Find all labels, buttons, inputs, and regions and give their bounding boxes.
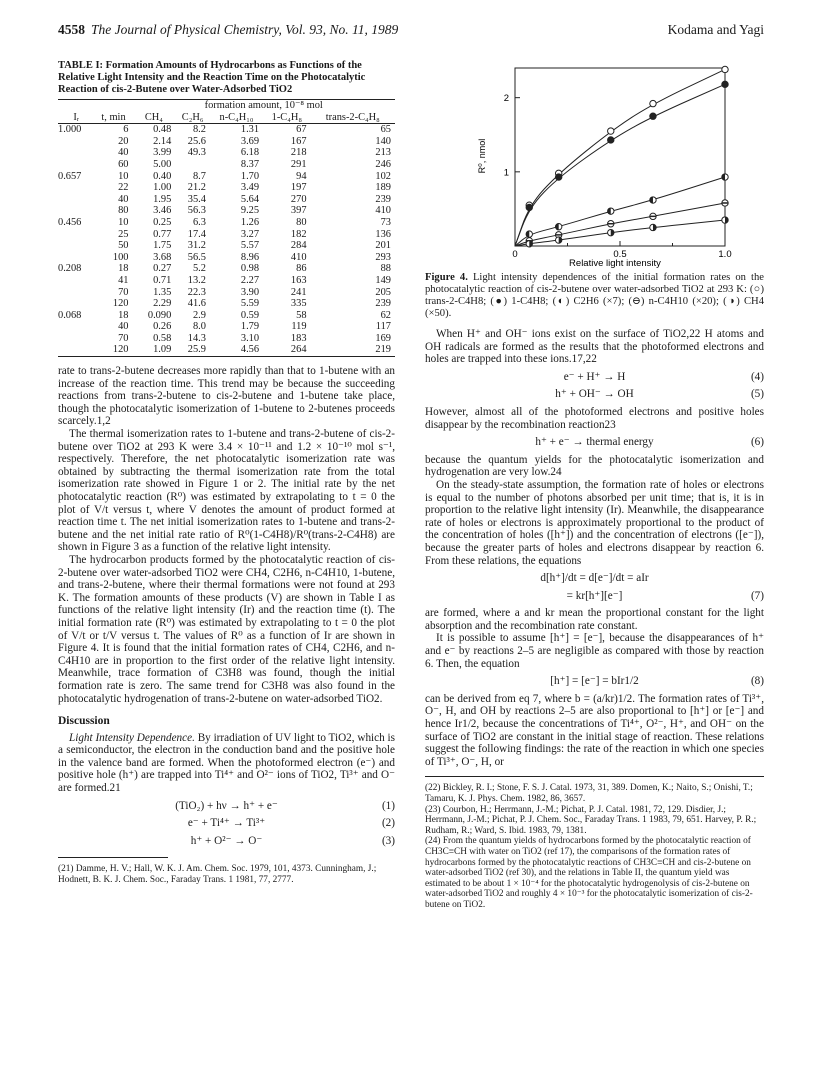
table-cell: 10: [118, 170, 129, 182]
table-cell: 0.71: [153, 274, 172, 286]
table-row: [58, 310, 395, 322]
table-cell-intensity: 0.456: [58, 216, 82, 228]
table-cell: 1.09: [153, 344, 172, 356]
table-cell: 5.00: [153, 158, 172, 170]
table-cell: 10: [118, 216, 129, 228]
x-axis-label: Relative light intensity: [569, 258, 661, 268]
table-column-header: CH₄: [144, 111, 163, 123]
data-point: [650, 100, 656, 106]
y-tick-label: 2: [503, 93, 509, 105]
table-cell: 22: [118, 182, 129, 194]
equation-6: [425, 436, 764, 449]
table-cell: 2.29: [153, 298, 172, 310]
table-cell: 3.68: [153, 251, 172, 263]
table-cell: 5.57: [240, 240, 260, 252]
table-cell-intensity: [58, 205, 95, 217]
table-cell: 41: [118, 274, 129, 286]
right-column: [425, 60, 764, 911]
equation-3: [58, 835, 395, 848]
table-row: [58, 333, 395, 345]
table-column-header: trans-2-C₄H₈: [325, 111, 380, 123]
footnote-rule-right: [425, 776, 764, 777]
header-authors: Kodama and Yagi: [667, 22, 764, 37]
data-point: [555, 174, 561, 180]
footnote-23: (23) Courbon, H.; Herrmann, J.-M.; Pichat, P. J. Catal. 1981, 72, 129. Disdier, J.; Herrmann, J.-M.; Pichat, P. J. Chem. Soc., Faraday Trans. 1 1983, 79, 651. Harvey, P. R.; Rudham, R.; Ward, S. Ibid. 1983, 79, 1381.: [425, 804, 757, 836]
table-row: [58, 136, 395, 148]
table-cell: 0.27: [153, 263, 172, 275]
left-column: [58, 60, 395, 886]
table-row: [58, 344, 395, 356]
table-cell: 197: [290, 182, 307, 194]
table-column-header: 1-C₄H₈: [271, 111, 302, 123]
equation-7b: [425, 590, 764, 603]
table-cell: 25: [118, 228, 129, 240]
table-cell-intensity: [58, 287, 95, 299]
table-cell: 73: [380, 216, 391, 228]
table-row: [58, 171, 395, 183]
table-cell: 6: [123, 124, 129, 136]
table-cell: 18: [118, 309, 129, 321]
plot-frame: [515, 68, 725, 246]
table-cell: 0.26: [153, 321, 172, 333]
table-cell-intensity: [58, 240, 95, 252]
equation-4-text: e⁻ + H⁺ → H: [563, 370, 626, 383]
footnote-24: (24) From the quantum yields of hydrocarbons formed by the photocatalytic reaction of CH3C≡CH with water on TiO2 (ref 17), the comparisons of the formation rates of hydrocarbons formed by the photocatalytic reactions of CH3C≡CH and cis-2-butene on water-adsorbed TiO2 (ref 30), and the relations in Table II, the quantum yield was estimated to be about 1 × 10⁻⁴ for the photocatalytic hydrogenolysis of cis-2-butene on water-adsorbed TiO2 and roughly 4 × 10⁻³ for the photocatalytic isomerization of cis-2-butene on TiO2.: [425, 836, 753, 910]
table-cell-intensity: 0.068: [58, 309, 82, 321]
table-cell-intensity: [58, 275, 95, 287]
equation-1-text: (TiO₂) + hν → h⁺ + e⁻: [175, 799, 278, 812]
table-cell: 397: [290, 205, 307, 217]
data-point: [608, 128, 614, 134]
running-header: [58, 22, 764, 42]
table-cell: 1.79: [240, 321, 260, 333]
table-cell: 40: [118, 321, 129, 333]
y-axis-label: R⁰, nmol: [477, 138, 487, 174]
table-cell-intensity: [58, 298, 95, 310]
table-cell: 1.75: [153, 240, 172, 252]
table-cell: 0.58: [153, 332, 172, 344]
figure-caption: [425, 272, 764, 320]
table-cell: 183: [290, 332, 307, 344]
table-column-header: Iᵣ: [73, 111, 80, 123]
table-cell: 88: [380, 263, 391, 275]
section-heading: Discussion: [58, 715, 110, 728]
table-cell: 410: [290, 251, 307, 263]
table-row: [58, 217, 395, 229]
table-cell: 56.5: [187, 251, 206, 263]
footnote-22: (22) Bickley, R. I.; Stone, F. S. J. Catal. 1973, 31, 389. Domen, K.; Naito, S.; Onishi, T.; Tamaru, K. J. Phys. Chem. 1982, 86, 3657.: [425, 783, 753, 804]
table-row: [58, 298, 395, 310]
table-cell: 335: [290, 298, 307, 310]
left-paragraph-2: The thermal isomerization rates to 1-butene and trans-2-butene of cis-2-butene over TiO2 at 293 K were 3.4 × 10⁻¹¹ and 1.2 × 10⁻¹⁰ mol s⁻¹, respectively. Therefore, the net photocatalytic isomerization rate was obtained by subtracting the thermal isomerization rate from the total isomerization rate showed in Figure 1 or 2. The initial rate by the net photocatalytic reaction (R⁰) was estimated by extrapolating to t = 0 the plot of V/t versus t, where V denotes the amount of product formed at reaction time t. The net initial isomerization rates to 1-butene and trans-2-butene and the net initial rate ratio of R⁰(1-C4H8)/R⁰(trans-2-C4H8) are shown in Figure 3 as a function of the relative light intensity.: [58, 428, 395, 554]
table-group-header: formation amount, 10⁻⁸ mol: [204, 100, 323, 111]
table-row: [58, 194, 395, 206]
table-cell: 80: [118, 205, 129, 217]
table-cell: 20: [118, 135, 129, 147]
table-cell: 239: [375, 193, 391, 205]
table-cell: 3.27: [240, 228, 260, 240]
table-cell: 35.4: [187, 193, 206, 205]
table-cell: 8.37: [240, 158, 260, 170]
x-tick-label: 0.5: [613, 249, 627, 260]
table-cell: 6.18: [240, 147, 260, 159]
table-cell: 0.090: [147, 309, 172, 321]
table-cell: 0.40: [153, 170, 172, 182]
table-cell: 70: [118, 286, 129, 298]
x-tick-label: 0: [512, 249, 518, 260]
table-cell: 3.49: [240, 182, 260, 194]
table-cell: 40: [118, 147, 129, 159]
table-cell: 205: [375, 286, 391, 298]
table-row: [58, 321, 395, 333]
table-cell: 201: [375, 240, 391, 252]
table-row: [58, 287, 395, 299]
right-paragraph-7: can be derived from eq 7, where b = (a/kr)1/2. The formation rates of Ti³⁺, O⁻, H, and OH by reactions 2–5 are also proportional to [h⁺] or [e⁻] and hence Ir1/2, because the concentrations of Ti⁴⁺, O²⁻, H⁺, and OH⁻ on the surface of TiO2 are constant in the initial stage of reaction. These relations suggest the following findings: the rate of the reaction in which one species of Ti³⁺, O⁻, H, or: [425, 692, 764, 768]
equation-8-number: (8): [750, 675, 764, 688]
table-cell: 62: [380, 309, 391, 321]
table-cell: 8.7: [192, 170, 206, 182]
table-cell: 80: [296, 216, 307, 228]
table-row: [58, 240, 395, 252]
table-cell: 56.3: [187, 205, 206, 217]
table-cell: 100: [112, 251, 129, 263]
figure-caption-text: Light intensity dependences of the initial formation rates on the photocatalytic reaction of cis-2-butene over water-adsorbed TiO2 at 293 K: (○) trans-2-C4H8; (●) 1-C4H8; (◐) C2H6 (×7); (⊖) n-C4H10 (×20); (◑) CH4 (×50).: [425, 272, 764, 319]
table-cell: 50: [118, 240, 129, 252]
table-cell: 25.6: [187, 135, 206, 147]
equation-2-number: (2): [381, 817, 395, 830]
table-cell: 0.77: [153, 228, 172, 240]
table-cell: 9.25: [240, 205, 260, 217]
table-cell-intensity: [58, 229, 95, 241]
table-cell: 18: [118, 263, 129, 275]
table-cell: 8.2: [192, 124, 206, 136]
data-point: [722, 81, 728, 87]
table-cell: 1.00: [153, 182, 172, 194]
table-cell: 219: [375, 344, 391, 356]
table-cell: 149: [375, 274, 391, 286]
table-cell-intensity: [58, 344, 95, 356]
table-cell: 120: [112, 298, 129, 310]
table-row: [58, 229, 395, 241]
footnote-rule: [58, 857, 168, 858]
table-cell: 21.2: [187, 182, 206, 194]
table-caption: TABLE I: Formation Amounts of Hydrocarbons as Functions of the Relative Light Intensity and the Reaction Time on the Photocatalytic Reaction of cis-2-Butene over Water-Adsorbed TiO2: [58, 60, 366, 95]
equation-2-text: e⁻ + Ti⁴⁺ → Ti³⁺: [187, 817, 266, 830]
table-row: [58, 263, 395, 275]
table-row: [58, 252, 395, 264]
table-cell: 119: [291, 321, 307, 333]
table-cell: 2.27: [240, 274, 260, 286]
equation-7-number: (7): [750, 589, 764, 602]
table-cell: 2.14: [153, 135, 172, 147]
right-paragraph-1: When H⁺ and OH⁻ ions exist on the surface of TiO2,22 H atoms and OH radicals are formed as the results that the photoformed electrons and holes are trapped into these ions.17,22: [425, 328, 764, 366]
table-cell: 6.3: [192, 216, 206, 228]
table-cell-intensity: [58, 136, 95, 148]
y-tick-label: 1: [503, 167, 509, 179]
table-cell: 117: [375, 321, 391, 333]
table-column-header: C₂H₆: [181, 111, 204, 123]
table-cell: 102: [375, 170, 391, 182]
table-cell: 167: [290, 135, 307, 147]
table-cell-intensity: 0.657: [58, 170, 82, 182]
table-cell: 3.90: [240, 286, 260, 298]
right-paragraph-6: It is possible to assume [h⁺] = [e⁻], because the disappearances of h⁺ and e⁻ by reactions 2–5 are negligible as compared with those by reaction 6. Then, the equation: [425, 632, 764, 670]
data-point: [608, 137, 614, 143]
table-cell: 218: [290, 147, 307, 159]
data-table: [58, 99, 395, 357]
table-cell: 189: [375, 182, 391, 194]
table-cell: 4.56: [240, 344, 260, 356]
table-cell: 239: [375, 298, 391, 310]
table-cell: 213: [375, 147, 391, 159]
equation-3-text: h⁺ + O²⁻ → O⁻: [190, 834, 263, 847]
table-cell: 0.98: [240, 263, 260, 275]
table-row: [58, 147, 395, 159]
equation-4: [425, 371, 764, 384]
table-cell: 3.10: [240, 332, 260, 344]
table-cell-intensity: [58, 194, 95, 206]
data-point: [526, 204, 532, 210]
table-cell-intensity: 0.208: [58, 263, 82, 275]
table-cell-intensity: [58, 333, 95, 345]
page-number: 4558: [58, 22, 85, 37]
series-line: [515, 203, 725, 246]
table-cell: 8.0: [192, 321, 206, 333]
figure-caption-lead: Figure 4.: [425, 272, 468, 283]
table-cell: 0.59: [240, 309, 260, 321]
table-cell: 270: [290, 193, 307, 205]
series-line: [515, 177, 725, 246]
equation-7a-text: d[h⁺]/dt = d[e⁻]/dt = aIr: [540, 572, 649, 585]
table-cell: 17.4: [187, 228, 206, 240]
table-cell: 31.2: [187, 240, 206, 252]
equation-8: [425, 675, 764, 688]
equation-4-number: (4): [750, 370, 764, 383]
table-column-header: n-C₄H₁₀: [219, 111, 254, 123]
table-row: [58, 205, 395, 217]
equation-5: [425, 388, 764, 401]
right-paragraph-3: because the quantum yields for the photocatalytic isomerization and hydrogenation are very low.24: [425, 453, 764, 479]
table-cell: 14.3: [187, 332, 206, 344]
table-cell-intensity: 1.000: [58, 124, 82, 136]
equation-5-number: (5): [750, 388, 764, 401]
right-paragraph-4: On the steady-state assumption, the formation rate of holes or electrons is equal to the number of photons absorbed per unit time; that is, it is in proportion to the relative light intensity (Ir). Meanwhile, the disappearance rate of holes or electrons is approximately proportional to the product of the concentration of holes ([h⁺]) and the concentration of electrons ([e⁻]), because the greater parts of holes and electrons disappear by reaction 6. From these relations, the equations: [425, 478, 764, 567]
journal-title: The Journal of Physical Chemistry, Vol. 93, No. 11, 1989: [91, 22, 399, 37]
table-cell: 169: [375, 332, 391, 344]
table-cell: 3.46: [153, 205, 172, 217]
equation-5-text: h⁺ + OH⁻ → OH: [555, 388, 634, 401]
equation-1: [58, 800, 395, 813]
subsection-lead: Light Intensity Dependence.: [69, 731, 195, 744]
table-cell-intensity: [58, 321, 95, 333]
data-point: [650, 113, 656, 119]
table-cell: 1.26: [240, 216, 260, 228]
table-cell: 5.64: [240, 193, 260, 205]
table-cell: 163: [290, 274, 307, 286]
table-cell: 41.6: [187, 298, 206, 310]
x-tick-label: 1.0: [718, 249, 732, 260]
table-cell: 70: [118, 332, 129, 344]
table-cell: 284: [290, 240, 307, 252]
left-paragraph-1: rate to trans-2-butene decreases more rapidly than that to 1-butene with an increase of the reaction time. This trend may be because the succeeding reactions from trans-2-butene to cis-2-butene and 1-butene take place, though the photocatalytic isomerization of 1-butene to 2-butenes proceeds scarcely.1,2: [58, 365, 395, 428]
equation-2: [58, 817, 395, 830]
equation-7b-text: = kr[h⁺][e⁻]: [566, 589, 623, 602]
table-cell: 5.2: [192, 263, 206, 275]
footnote-21: (21) Damme, H. V.; Hall, W. K. J. Am. Chem. Soc. 1979, 101, 4373. Cunningham, J.; Hodnett, B. K. J. Chem. Soc., Faraday Trans. 1 1981, 77, 2777.: [58, 864, 377, 886]
series-line: [515, 69, 725, 246]
table-row: [58, 159, 395, 171]
table-cell: 3.99: [153, 147, 172, 159]
table-cell: 241: [290, 286, 307, 298]
table-cell-intensity: [58, 147, 95, 159]
table-cell: 410: [375, 205, 391, 217]
table-cell: 58: [296, 309, 307, 321]
right-paragraph-5: are formed, where a and kr mean the proportional constant for the light absorption and the recombination rate constant.: [425, 607, 764, 632]
figure-4: [425, 60, 764, 268]
table-cell: 246: [375, 158, 391, 170]
table-cell: 120: [112, 344, 129, 356]
table-column-header: t, min: [101, 111, 126, 123]
left-paragraph-3: The hydrocarbon products formed by the photocatalytic reaction of cis-2-butene over water-adsorbed TiO2 were CH4, C2H6, n-C4H10, 1-butene, and trans-2-butene, where their thermal formations were not found at 293 K. The formation amounts of these products (V) are shown in Table I as functions of the relative light intensity (Ir) and the reaction time (t). The initial formation rate (R⁰) was estimated by extrapolating to t = 0 the plot of V/t or t/V versus t. The values of R⁰ as a function of Ir are shown in Figure 4. It is found that the initial formation rates of CH4, C2H6, and n-C4H10 are in proportion to the first order of the relative light intensity. Meanwhile, trace formation of C3H8 was found, though the initial formation rate is zero. The same trend for C3H8 was also found in the photocatalytic hydrogenation of trans-2-butene on water-adsorbed TiO2.: [58, 553, 395, 705]
table-cell: 264: [290, 344, 307, 356]
equation-1-number: (1): [381, 799, 395, 812]
table-cell: 1.31: [240, 124, 260, 136]
table-cell: 94: [296, 170, 307, 182]
table-cell: 65: [380, 124, 391, 136]
table-cell: 5.59: [240, 298, 260, 310]
table-cell: 291: [290, 158, 307, 170]
table-cell: 49.3: [187, 147, 206, 159]
table-cell: [175, 159, 210, 171]
equation-7a: [425, 572, 764, 585]
table-cell: 2.9: [192, 309, 206, 321]
table-cell: 3.69: [240, 135, 260, 147]
table-cell: 40: [118, 193, 129, 205]
data-point: [722, 66, 728, 72]
table-cell: 0.25: [153, 216, 172, 228]
table-cell: 1.35: [153, 286, 172, 298]
right-paragraph-2: However, almost all of the photoformed electrons and positive holes disappear by the recombination reaction23: [425, 405, 764, 431]
header-left: [58, 22, 398, 38]
left-paragraph-4: [58, 732, 395, 795]
table-cell: 293: [375, 251, 391, 263]
equation-6-number: (6): [750, 436, 764, 449]
table-cell: 60: [118, 158, 129, 170]
table-cell-intensity: [58, 252, 95, 264]
table-cell: 0.48: [153, 124, 172, 136]
table-cell: 13.2: [187, 274, 206, 286]
table-cell: 86: [296, 263, 307, 275]
table-cell: 25.9: [187, 344, 206, 356]
table-cell: 67: [296, 124, 307, 136]
table-header-row: [58, 112, 395, 124]
table-cell: 22.3: [187, 286, 206, 298]
table-row: [58, 182, 395, 194]
table-cell: 1.95: [153, 193, 172, 205]
figure-4-chart: [425, 60, 764, 268]
equation-8-text: [h⁺] = [e⁻] = bIr1/2: [550, 675, 639, 688]
table-cell-intensity: [58, 159, 95, 171]
table-cell-intensity: [58, 182, 95, 194]
table-cell: 1.70: [240, 170, 260, 182]
equation-3-number: (3): [381, 834, 395, 847]
table-cell: 182: [290, 228, 307, 240]
equation-6-text: h⁺ + e⁻ → thermal energy: [535, 436, 654, 449]
table-cell: 136: [375, 228, 391, 240]
table-row: [58, 124, 395, 136]
table-cell: 8.96: [240, 251, 260, 263]
table-cell: 140: [375, 135, 391, 147]
left-paragraph-4-text: By irradiation of UV light to TiO2, which is a semiconductor, the electron in the conduction band and the positive hole in the valence band are formed. When the photoformed electron (e⁻) and positive hole (h⁺) are trapped into Ti⁴⁺ and O²⁻ ions of TiO2, Ti³⁺ and O⁻ are formed.21: [58, 731, 396, 795]
table-row: [58, 275, 395, 287]
